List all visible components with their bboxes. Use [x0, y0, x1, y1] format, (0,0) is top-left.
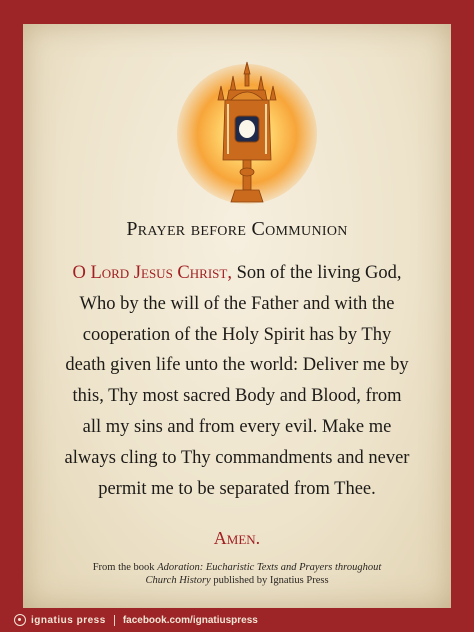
source-suffix: published by Ignatius Press: [210, 574, 329, 586]
prayer-line: Son of the living God,: [231, 263, 402, 283]
brand[interactable]: [14, 614, 106, 626]
source-citation: [0, 562, 474, 587]
source-book-title-2: Church History: [145, 574, 211, 586]
source-book-title: Adoration: Eucharistic Texts and Prayers throughout: [157, 562, 382, 573]
prayer-line: all my sins and from every evil. Make me: [82, 416, 392, 437]
prayer-line: cooperation of the Holy Spirit has by Thy: [82, 324, 392, 345]
prayer-title: Prayer before Communion: [126, 218, 348, 240]
monstrance-icon: [207, 60, 287, 220]
footer: [14, 612, 258, 628]
prayer-line: permit me to be separated from Thee.: [98, 478, 376, 499]
prayer-text: [36, 258, 438, 504]
source-prefix: From the book: [92, 562, 158, 573]
brand-name: ignatius press: [31, 614, 106, 626]
amen: Amen.: [213, 528, 261, 548]
prayer-line: always cling to Thy commandments and never: [64, 447, 410, 468]
prayer-line: death given life unto the world: Deliver me by: [65, 355, 409, 376]
ignatius-logo-icon: [14, 614, 26, 626]
facebook-link[interactable]: facebook.com/ignatiuspress: [122, 614, 258, 626]
prayer-lead: O Lord Jesus Christ,: [72, 263, 232, 283]
prayer-line: Who by the will of the Father and with the: [79, 293, 395, 314]
prayer-line: this, Thy most sacred Body and Blood, from: [72, 386, 402, 407]
divider: [114, 615, 115, 626]
